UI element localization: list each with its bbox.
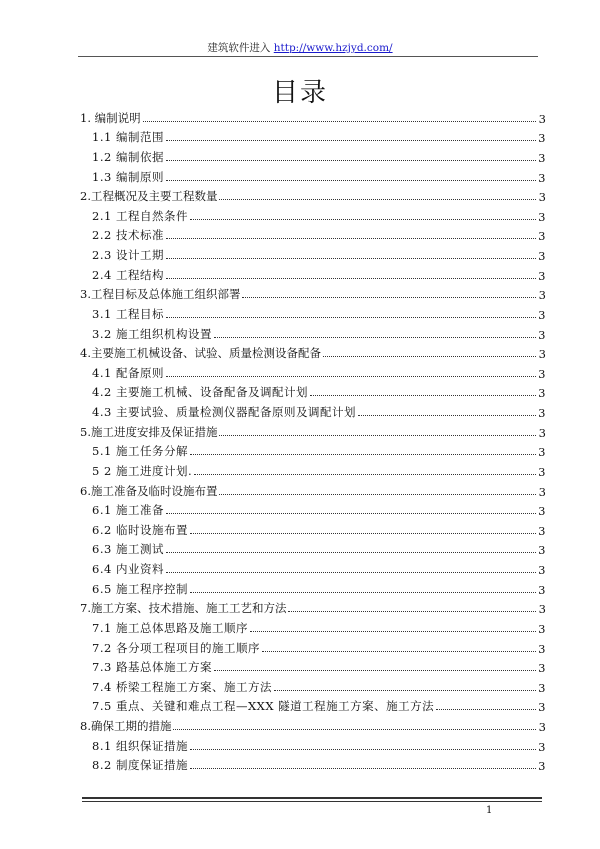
toc-entry-section[interactable] xyxy=(80,675,546,695)
dot-leader xyxy=(166,238,536,239)
toc-entry-page: 3 xyxy=(538,739,546,754)
dot-leader xyxy=(166,317,536,318)
toc-entry-text: 7.5 重点、关键和难点工程—XXX 隧道工程施工方案、施工方法 xyxy=(92,699,435,714)
toc-entry-chapter[interactable] xyxy=(80,185,546,205)
toc-entry-text: 2.3 设计工期 xyxy=(92,248,164,262)
toc-entry-page: 3 xyxy=(538,111,546,126)
dot-leader xyxy=(323,356,536,357)
toc-entry-text: 8.2 制度保证措施 xyxy=(92,758,188,773)
toc-entry-text: 6.施工准备及临时设施布置 xyxy=(80,483,218,498)
toc-entry-page: 3 xyxy=(538,582,546,597)
toc-entry-page: 3 xyxy=(538,543,546,558)
toc-entry-page: 3 xyxy=(538,621,546,636)
toc-entry-text: 5 2 施工进度计划. xyxy=(92,463,193,478)
toc-entry-section[interactable] xyxy=(80,734,546,754)
toc-entry-page: 3 xyxy=(538,661,546,676)
toc-entry-page: 3 xyxy=(538,406,546,420)
dot-leader xyxy=(190,454,536,455)
toc-entry-section[interactable] xyxy=(80,518,546,538)
toc-entry-text: 3.工程目标及总体施工组织部署 xyxy=(80,287,241,302)
toc-entry-text: 2.4 工程结构 xyxy=(92,267,164,282)
dot-leader xyxy=(143,121,536,122)
toc-entry-text: 4.1 配备原则 xyxy=(92,365,164,380)
toc-entry-page: 3 xyxy=(538,504,546,519)
toc-entry-section[interactable] xyxy=(80,499,546,519)
toc-entry-page: 3 xyxy=(538,229,546,244)
toc-entry-section[interactable] xyxy=(80,538,546,558)
dot-leader xyxy=(190,592,536,593)
toc-entry-text: 3.1 工程目标 xyxy=(92,306,164,321)
toc-entry-section[interactable] xyxy=(80,263,546,283)
toc-entry-page: 3 xyxy=(538,425,546,440)
dot-leader xyxy=(166,552,536,553)
toc-entry-text: 4.2 主要施工机械、设备配备及调配计划 xyxy=(92,385,308,400)
dot-leader xyxy=(250,631,536,632)
toc-entry-page: 3 xyxy=(538,464,546,479)
header-link[interactable]: http://www.hzjyd.com/ xyxy=(273,42,393,54)
toc-entry-text: 4.3 主要试验、质量检测仪器配备原则及调配计划 xyxy=(92,405,356,419)
toc-entry-section[interactable] xyxy=(80,145,546,165)
toc-entry-page: 3 xyxy=(538,327,546,342)
toc-entry-page: 3 xyxy=(538,720,546,734)
toc-entry-text: 7.1 施工总体思路及施工顺序 xyxy=(92,620,248,635)
dot-leader xyxy=(288,611,536,612)
toc-entry-text: 7.4 桥梁工程施工方案、施工方法 xyxy=(92,679,272,694)
header-text: 建筑软件进入 xyxy=(207,42,274,54)
toc-entry-page: 3 xyxy=(538,150,546,165)
toc-entry-text: 1.2 编制依据 xyxy=(92,149,164,164)
toc-entry-text: 8.1 组织保证措施 xyxy=(92,738,188,753)
toc-entry-text: 4.主要施工机械设备、试验、质量检测设备配备 xyxy=(80,346,321,361)
toc-entry-section[interactable] xyxy=(80,400,546,420)
dot-leader xyxy=(242,297,536,298)
toc-entry-page: 3 xyxy=(538,523,546,538)
page-header xyxy=(0,40,600,55)
dot-leader xyxy=(166,140,536,141)
toc-entry-section[interactable] xyxy=(80,459,546,479)
toc-entry-section[interactable] xyxy=(80,440,546,460)
toc-entry-chapter[interactable] xyxy=(80,479,546,499)
page-number: 1 xyxy=(486,805,493,816)
toc-entry-text: 2.1 工程自然条件 xyxy=(92,208,188,223)
dot-leader xyxy=(190,219,536,220)
toc-entry-section[interactable] xyxy=(80,754,546,774)
toc-entry-page: 3 xyxy=(538,680,546,695)
toc-entry-page: 3 xyxy=(538,268,546,283)
toc-entry-text: 6.5 施工程序控制 xyxy=(92,581,188,596)
toc-entry-text: 8.确保工期的措施 xyxy=(80,719,172,733)
toc-entry-section[interactable] xyxy=(80,636,546,656)
toc-entry-text: 3.2 施工组织机构设置 xyxy=(92,326,212,341)
toc-entry-chapter[interactable] xyxy=(80,597,546,617)
dot-leader xyxy=(166,572,536,573)
toc-entry-text: 2.工程概况及主要工程数量 xyxy=(80,189,218,204)
dot-leader xyxy=(166,376,536,377)
toc-entry-page: 3 xyxy=(538,249,546,263)
header-rule xyxy=(78,56,538,57)
toc-entry-section[interactable] xyxy=(80,577,546,597)
dot-leader xyxy=(358,415,536,416)
dot-leader xyxy=(190,768,536,769)
dot-leader xyxy=(166,160,536,161)
toc-entry-page: 3 xyxy=(538,759,546,774)
dot-leader xyxy=(219,435,536,436)
toc-entry-section[interactable] xyxy=(80,204,546,224)
toc-entry-section[interactable] xyxy=(80,126,546,146)
table-of-contents xyxy=(80,106,546,773)
toc-entry-text: 7.2 各分项工程项目的施工顺序 xyxy=(92,640,260,655)
toc-entry-section[interactable] xyxy=(80,224,546,244)
toc-entry-text: 7.3 路基总体施工方案 xyxy=(92,660,212,675)
dot-leader xyxy=(166,258,536,259)
dot-leader xyxy=(214,337,536,338)
toc-entry-page: 3 xyxy=(538,484,546,499)
toc-entry-text: 1.3 编制原则 xyxy=(92,169,164,184)
toc-entry-page: 3 xyxy=(538,209,546,224)
toc-entry-page: 3 xyxy=(538,445,546,460)
toc-entry-section[interactable] xyxy=(80,381,546,401)
toc-entry-text: 1. 编制说明 xyxy=(80,110,141,125)
toc-entry-page: 3 xyxy=(538,700,546,715)
toc-entry-text: 2.2 技术标准 xyxy=(92,228,164,243)
toc-entry-chapter[interactable] xyxy=(80,420,546,440)
toc-entry-text: 5.1 施工任务分解 xyxy=(92,444,188,459)
dot-leader xyxy=(190,749,536,750)
toc-entry-section[interactable] xyxy=(80,656,546,676)
toc-entry-chapter[interactable] xyxy=(80,283,546,303)
toc-entry-page: 3 xyxy=(538,131,546,146)
toc-entry-text: 6.4 内业资料 xyxy=(92,562,164,576)
dot-leader xyxy=(194,474,536,475)
dot-leader xyxy=(219,199,536,200)
toc-entry-page: 3 xyxy=(538,288,546,303)
dot-leader xyxy=(219,494,536,495)
dot-leader xyxy=(166,513,536,514)
footer-rule xyxy=(82,797,542,799)
dot-leader xyxy=(214,670,536,671)
toc-entry-text: 6.2 临时设施布置 xyxy=(92,522,188,537)
dot-leader xyxy=(166,278,536,279)
dot-leader xyxy=(262,651,536,652)
toc-entry-page: 3 xyxy=(538,366,546,381)
toc-entry-page: 3 xyxy=(538,641,546,656)
toc-entry-page: 3 xyxy=(538,190,546,205)
toc-entry-section[interactable] xyxy=(80,322,546,342)
dot-leader xyxy=(173,729,536,730)
dot-leader xyxy=(436,709,536,710)
toc-entry-page: 3 xyxy=(538,347,546,362)
toc-entry-section[interactable] xyxy=(80,361,546,381)
toc-entry-page: 3 xyxy=(538,386,546,401)
toc-entry-section[interactable] xyxy=(80,557,546,577)
toc-entry-chapter[interactable] xyxy=(80,714,546,734)
dot-leader xyxy=(274,690,536,691)
toc-title: 目录 xyxy=(271,78,328,108)
toc-entry-section[interactable] xyxy=(80,302,546,322)
toc-entry-text: 6.3 施工测试 xyxy=(92,542,164,557)
toc-entry-section[interactable] xyxy=(80,695,546,715)
toc-entry-section[interactable] xyxy=(80,165,546,185)
toc-entry-page: 3 xyxy=(538,307,546,322)
toc-entry-page: 3 xyxy=(538,602,546,617)
toc-entry-text: 7.施工方案、技术措施、施工工艺和方法 xyxy=(80,601,287,616)
dot-leader xyxy=(166,180,536,181)
footer-rule-thin xyxy=(82,801,542,802)
toc-entry-text: 5.施工进度安排及保证措施 xyxy=(80,424,218,439)
toc-entry-chapter[interactable] xyxy=(80,342,546,362)
toc-entry-text: 6.1 施工准备 xyxy=(92,503,164,518)
toc-entry-chapter[interactable] xyxy=(80,106,546,126)
toc-entry-page: 3 xyxy=(538,170,546,185)
toc-entry-section[interactable] xyxy=(80,243,546,263)
toc-entry-text: 1.1 编制范围 xyxy=(92,130,164,145)
toc-entry-section[interactable] xyxy=(80,616,546,636)
dot-leader xyxy=(310,395,536,396)
dot-leader xyxy=(190,533,536,534)
toc-entry-page: 3 xyxy=(538,563,546,577)
